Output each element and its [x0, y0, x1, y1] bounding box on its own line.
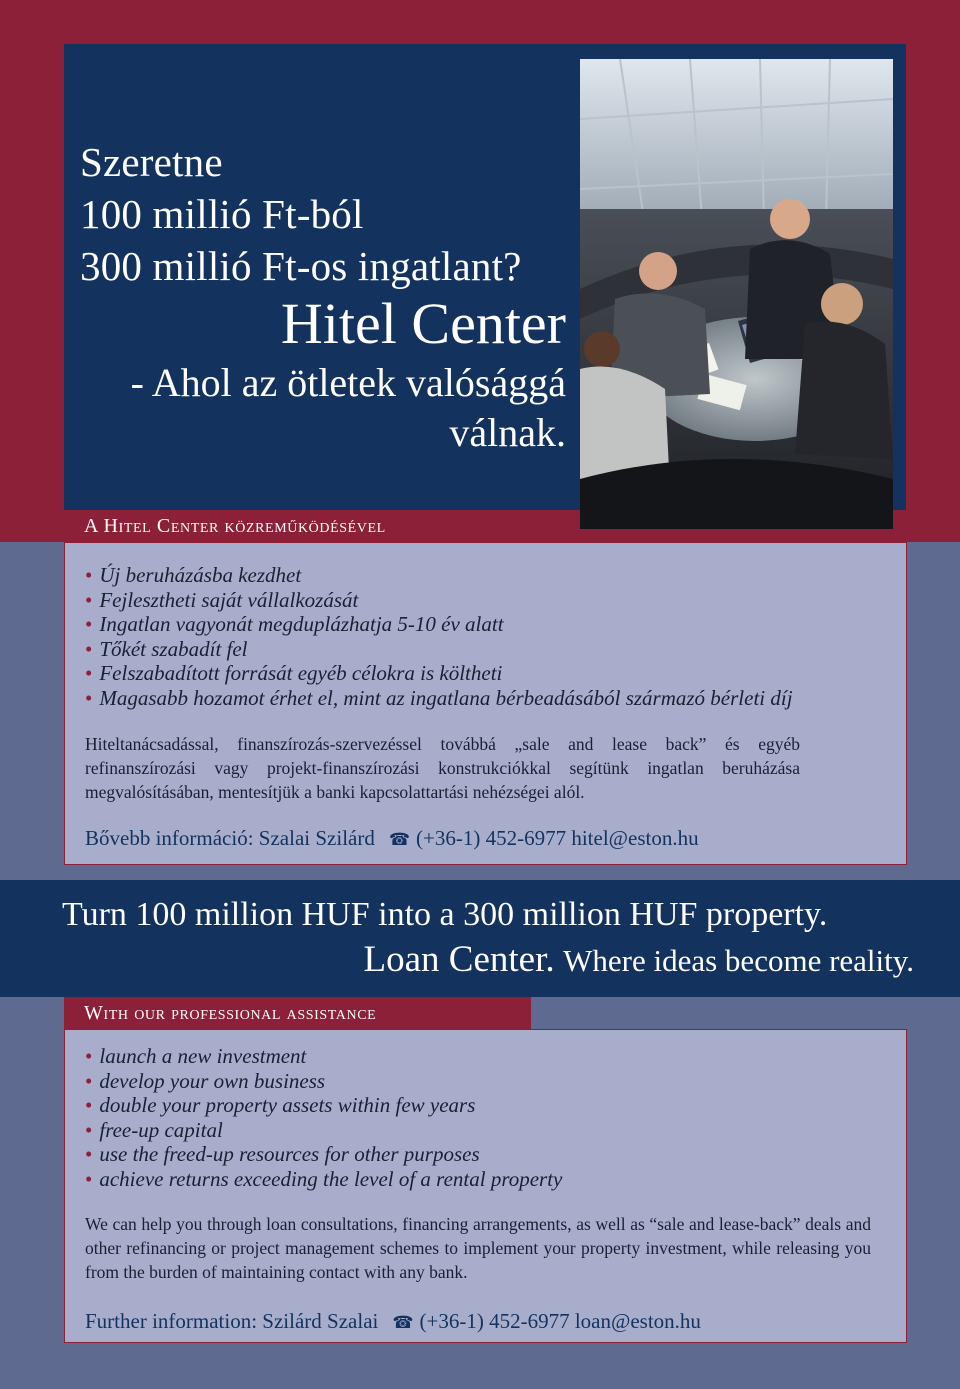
en-section-heading: With our professional assistance [64, 997, 531, 1029]
en-contact-line [85, 1309, 701, 1334]
list-item: • Magasabb hozamot érhet el, mint az ingatlana bérbeadásából származó bérleti díj [85, 686, 793, 711]
hu-section-heading: A Hitel Center közreműködésével [64, 510, 531, 542]
hu-body-text: Hiteltanácsadással, finanszírozás-szervezéssel továbbá „sale and lease back” és egyéb refinanszírozási vagy projekt-finanszírozási konstrukciókkal segítünk ingatlan beruházása megvalósításában, mentesítjük a banki kapcsolattartási nehézségei alól. [85, 734, 800, 802]
hero-block [64, 44, 906, 510]
list-item: • Fejlesztheti saját vállalkozását [85, 588, 793, 613]
hu-contact-details[interactable]: (+36-1) 452-6977 hitel@eston.hu [416, 826, 699, 850]
english-banner [0, 880, 960, 997]
hero-text [80, 136, 566, 458]
business-meeting-photo [580, 59, 893, 529]
list-item: • achieve returns exceeding the level of a rental property [85, 1167, 562, 1192]
list-item: • Új beruházásba kezdhet [85, 563, 793, 588]
hu-contact-label: Bővebb információ: Szalai Szilárd [85, 826, 375, 850]
hu-benefits-list [85, 563, 793, 710]
en-contact-details[interactable]: (+36-1) 452-6977 loan@eston.hu [419, 1309, 701, 1333]
brand-tagline-line-1: - Ahol az ötletek valósággá [130, 360, 566, 405]
english-headline: Turn 100 million HUF into a 300 million HUF property. [62, 896, 828, 933]
english-brand-title: Loan Center. [363, 939, 555, 980]
telephone-icon: ☎ [388, 830, 411, 849]
list-item: • free-up capital [85, 1118, 562, 1143]
list-item: • Felszabadított forrását egyéb célokra is költheti [85, 661, 793, 686]
telephone-icon: ☎ [392, 1313, 414, 1332]
list-item: • launch a new investment [85, 1044, 562, 1069]
en-contact-label: Further information: Szilárd Szalai [85, 1309, 379, 1333]
hu-info-panel [64, 542, 907, 865]
en-benefits-list [85, 1044, 562, 1191]
brand-tagline-line-2: válnak. [449, 410, 566, 455]
list-item: • use the freed-up resources for other purposes [85, 1142, 562, 1167]
brand-title: Hitel Center [280, 291, 566, 356]
hero-question-line-2: 100 millió Ft-ból [80, 191, 364, 237]
list-item: • Ingatlan vagyonát megduplázhatja 5-10 év alatt [85, 612, 793, 637]
hero-question-line-1: Szeretne [80, 139, 223, 185]
english-brand-line [364, 938, 914, 981]
en-info-panel [64, 1029, 907, 1343]
english-tagline: Where ideas become reality. [563, 943, 914, 978]
list-item: • develop your own business [85, 1069, 562, 1094]
hero-question-line-3: 300 millió Ft-os ingatlant? [80, 243, 522, 289]
hu-contact-line [85, 826, 699, 851]
list-item: • double your property assets within few years [85, 1093, 562, 1118]
list-item: • Tőkét szabadít fel [85, 637, 793, 662]
en-body-text: We can help you through loan consultations, financing arrangements, as well as “sale and lease-back” deals and other refinancing or project management schemes to implement your property investment, while releasing you from the burden of maintaining contact with any bank. [85, 1214, 871, 1282]
